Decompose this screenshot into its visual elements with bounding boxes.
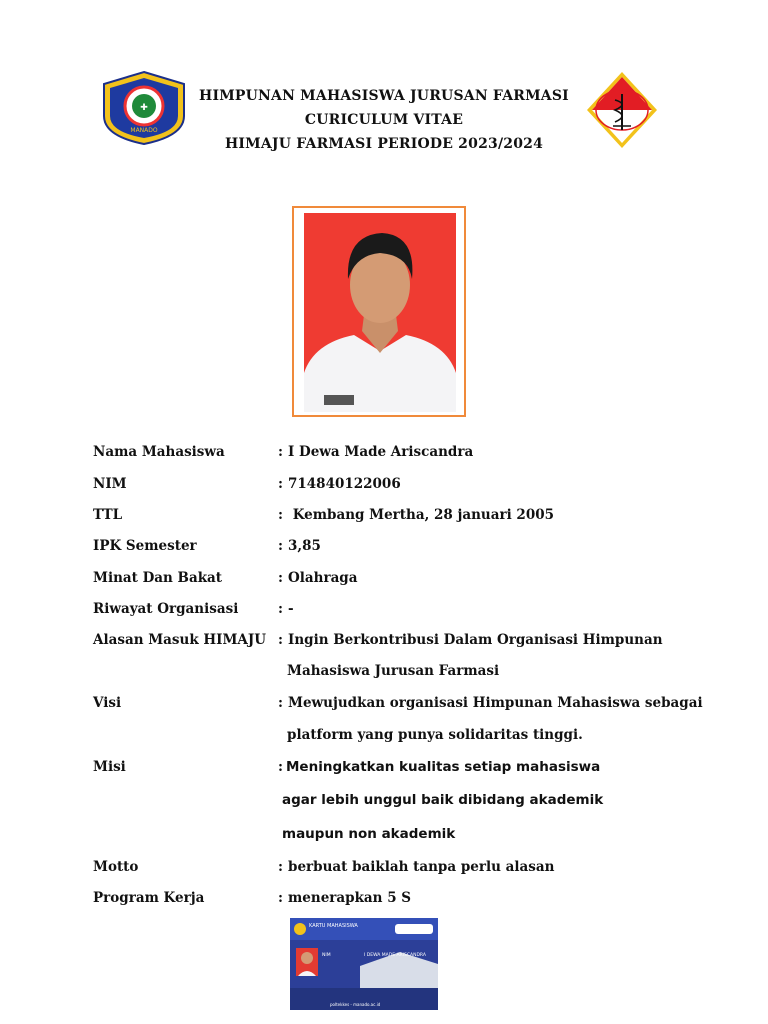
colon: :	[278, 890, 283, 906]
colon: :	[278, 507, 283, 523]
card-title: KARTU MAHASISWA	[309, 923, 358, 929]
cv-label-minat: Minat Dan Bakat	[93, 570, 223, 586]
card-footer: poltekkes - manado.ac.id	[330, 1002, 381, 1007]
cv-value-nim: 714840122006	[288, 476, 401, 492]
cv-value-proker: menerapkan 5 S	[288, 890, 412, 906]
colon: :	[278, 570, 283, 586]
cv-value-riwayat: -	[288, 601, 294, 617]
card-name: I DEWA MADE ARISCANDRA	[364, 953, 426, 958]
portrait-image	[304, 213, 456, 412]
cv-label-riwayat: Riwayat Organisasi	[93, 601, 239, 617]
cv-label-ipk: IPK Semester	[93, 538, 197, 554]
cv-value-alasan-cont: Mahasiswa Jurusan Farmasi	[287, 663, 500, 679]
cv-value-visi: Mewujudkan organisasi Himpunan Mahasiswa sebagai	[288, 695, 703, 711]
header-period: HIMAJU FARMASI PERIODE 2023/2024	[224, 136, 544, 152]
profile-photo	[292, 206, 466, 417]
colon: :	[278, 444, 283, 460]
header-organization: HIMPUNAN MAHASISWA JURUSAN FARMASI	[199, 88, 569, 104]
colon: :	[278, 632, 283, 648]
logo-left-bottom-text: MANADO	[130, 127, 158, 134]
cv-label-ttl: TTL	[93, 507, 123, 523]
colon: :	[278, 538, 283, 554]
cv-value-alasan: Ingin Berkontribusi Dalam Organisasi Himpunan	[288, 632, 663, 648]
cv-value-visi-cont: platform yang punya solidaritas tinggi.	[287, 727, 583, 743]
cv-label-motto: Motto	[93, 859, 139, 875]
card-nim-label: NIM	[322, 953, 331, 958]
cv-value-ttl: Kembang Mertha, 28 januari 2005	[288, 507, 555, 523]
cv-label-nim: NIM	[93, 476, 127, 492]
cv-label-misi: Misi	[93, 759, 126, 775]
svg-text:✚: ✚	[140, 103, 148, 113]
cv-label-alasan: Alasan Masuk HIMAJU	[93, 632, 267, 648]
cv-value-ipk: 3,85	[288, 538, 321, 554]
cv-value-misi: Meningkatkan kualitas setiap mahasiswa	[286, 759, 601, 775]
cv-label-nama: Nama Mahasiswa	[93, 444, 225, 460]
cv-label-visi: Visi	[93, 695, 122, 711]
student-card-image	[290, 918, 438, 1010]
colon: :	[278, 476, 283, 492]
colon: :	[278, 601, 283, 617]
cv-label-proker: Program Kerja	[93, 890, 205, 906]
cv-value-misi-cont1: agar lebih unggul baik dibidang akademik	[282, 792, 604, 808]
header-document-type: CURICULUM VITAE	[304, 112, 464, 128]
cv-value-misi-cont2: maupun non akademik	[282, 826, 456, 842]
document-header	[0, 84, 768, 156]
colon: :	[278, 695, 283, 711]
colon: :	[278, 759, 283, 775]
cv-value-minat: Olahraga	[288, 570, 358, 586]
cv-value-nama: I Dewa Made Ariscandra	[288, 444, 474, 460]
colon: :	[278, 859, 283, 875]
cv-value-motto: berbuat baiklah tanpa perlu alasan	[288, 859, 555, 875]
